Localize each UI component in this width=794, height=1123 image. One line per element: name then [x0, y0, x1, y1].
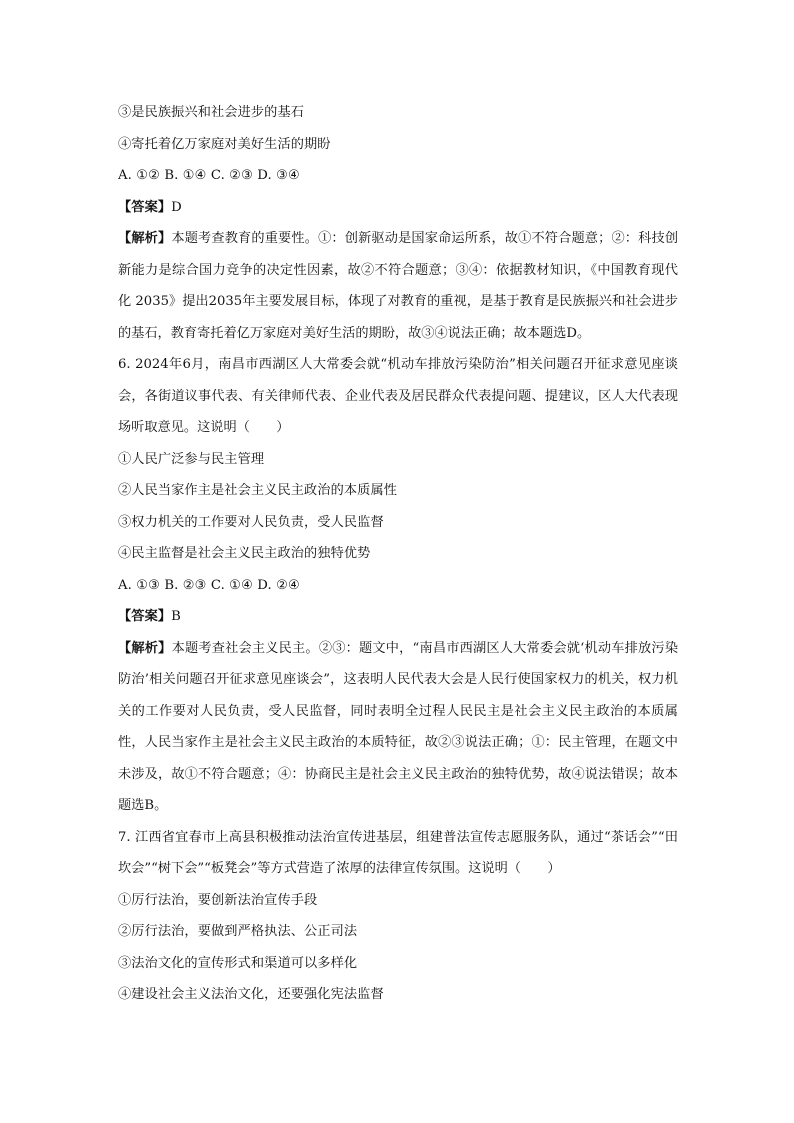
q5-option-4: ④寄托着亿万家庭对美好生活的期盼 — [118, 136, 331, 152]
answer-value: B — [171, 609, 181, 624]
q6-option-1: ①人民广泛参与民主管理 — [118, 451, 265, 467]
analysis-body: 本题考查社会主义民主。②③：题文中，“南昌市西湖区人大常委会就‘机动车排放污染防治’相关问题召开征求意见座谈会”，这表明人民代表大会是人民行使国家权力的机关，权力机关的工作要对人民负责，受人民监督，同时表明全过程人民民主是社会主义民主政治的本质属性，人民当家作主是社会主义民主政治的本质特征，故②③说法正确；①：民主管理，在题文中未涉及，故①不符合题意；④：协商民主是社会主义民主政治的独特优势，故④说法错误；故本题选B。 — [118, 640, 679, 813]
page-content — [118, 97, 678, 1011]
q5-option-3: ③是民族振兴和社会进步的基石 — [118, 105, 305, 120]
analysis-tag: 【解析】 — [118, 231, 172, 246]
q7-stem: 7. 江西省宜春市上高县积极推动法治宣传进基层，组建普法宣传志愿服务队，通过“茶话会”“田坎会”“树下会”“板凳会”等方式营造了浓厚的法律宣传氛围。这说明（ ） — [118, 829, 678, 876]
q6-answer — [118, 601, 678, 633]
q6-stem: 6. 2024年6月，南昌市西湖区人大常委会就“机动车排放污染防治”相关问题召开征求意见座谈会，各街道议事代表、有关律师代表、企业代表及居民群众代表提问题、提建议，区人大代表现场听取意见。这说明（ ） — [118, 357, 678, 435]
analysis-body: 本题考查教育的重要性。①：创新驱动是国家命运所系，故①不符合题意；②：科技创新能力是综合国力竞争的决定性因素，故②不符合题意；③④：依据教材知识，《中国教育现代化 2035》提出2035年主要发展目标，体现了对教育的重视，是基于教育是民族振兴和社会进步的基石，教育寄托着亿万家庭对美好生活的期盼，故③④说法正确；故本题选D。 — [118, 231, 679, 341]
q6-option-4: ④民主监督是社会主义民主政治的独特优势 — [118, 546, 371, 561]
q6-option-3: ③权力机关的工作要对人民负责，受人民监督 — [118, 514, 384, 530]
q5-analysis — [118, 223, 678, 349]
q7-option-3: ③法治文化的宣传形式和渠道可以多样化 — [118, 955, 358, 971]
q6-analysis — [118, 633, 678, 822]
q6-option-2: ②人民当家作主是社会主义民主政治的本质属性 — [118, 483, 398, 498]
analysis-tag: 【解析】 — [118, 640, 172, 656]
q5-answer — [118, 192, 678, 224]
q6-choices: A. ①③ B. ②③ C. ①④ D. ②④ — [118, 577, 300, 593]
answer-tag: 【答案】 — [118, 199, 172, 215]
answer-value: D — [171, 199, 182, 215]
q5-choices: A. ①② B. ①④ C. ②③ D. ③④ — [118, 168, 300, 183]
q7-option-2: ②厉行法治，要做到严格执法、公正司法 — [118, 924, 358, 939]
answer-tag: 【答案】 — [118, 609, 172, 624]
q7-option-4: ④建设社会主义法治文化，还要强化宪法监督 — [118, 987, 384, 1002]
q7-option-1: ①厉行法治，要创新法治宣传手段 — [118, 892, 318, 908]
